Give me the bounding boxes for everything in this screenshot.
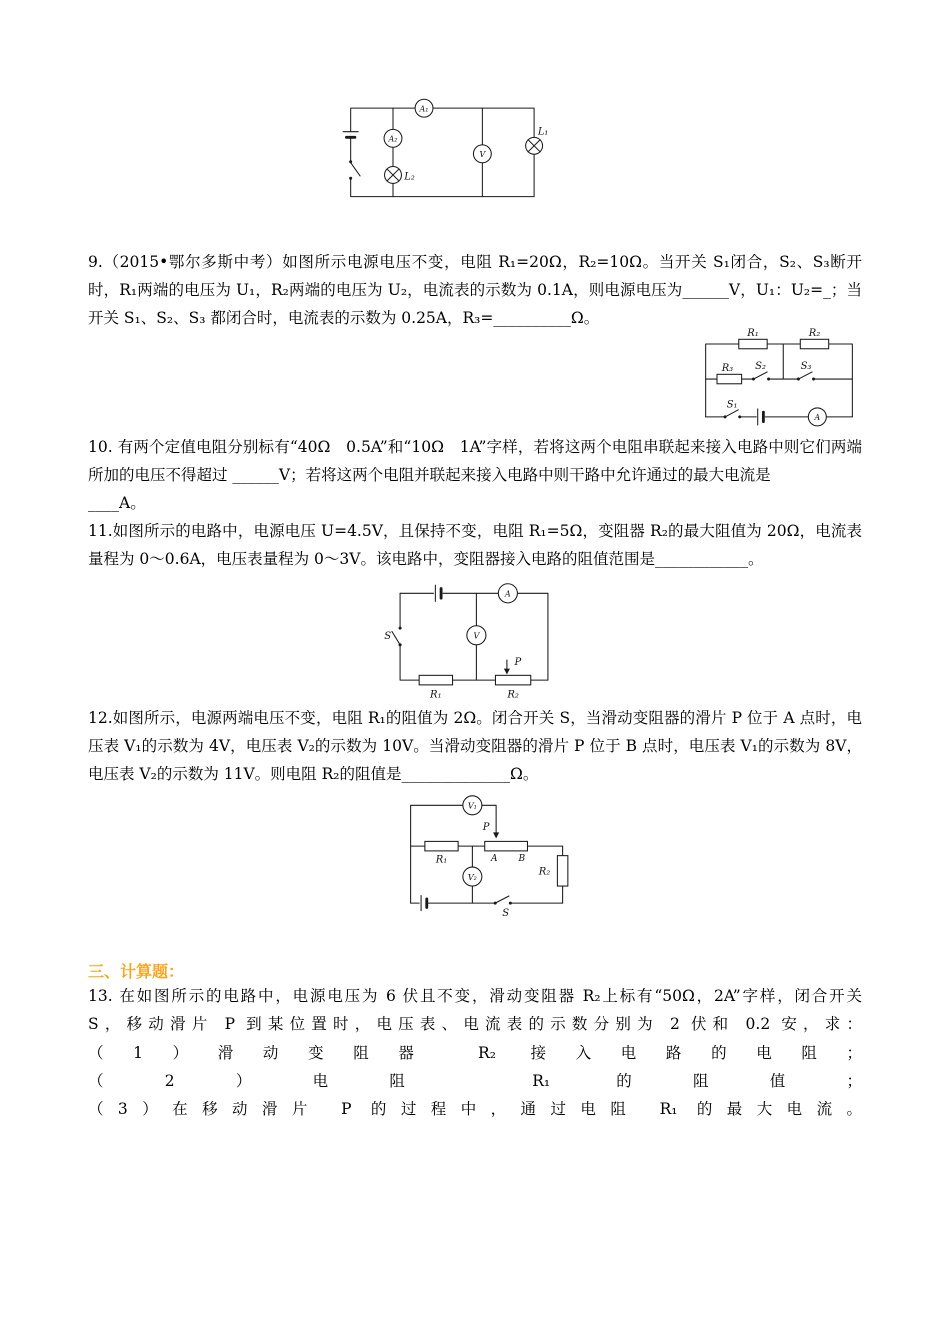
circuit-diagram-q11 (381, 578, 567, 704)
circuit-figure-lamps (341, 95, 862, 206)
ammeter-icon (498, 583, 517, 602)
label-r2: R₂ (507, 689, 519, 701)
circuit-diagram-q12 (401, 792, 577, 925)
lamp-l1-icon (526, 137, 543, 154)
rheostat-r2 (495, 660, 530, 685)
circuit-figure-q9 (88, 327, 862, 433)
rheostat (485, 842, 528, 852)
ammeter-icon (808, 408, 826, 426)
label-s2: S₂ (755, 360, 766, 372)
question-10-answer-line: ____A。 (88, 494, 146, 513)
label-r3: R₃ (721, 362, 734, 374)
section-heading-calculation: 三、计算题： (88, 962, 185, 982)
label-s: S (502, 908, 510, 920)
ammeter-a2-icon (384, 129, 402, 147)
label-v1: V₁ (467, 801, 477, 811)
lamp-l2-icon (385, 166, 402, 183)
question-13-line2: S，移动滑片 P 到某位置时，电压表、电流表的示数分别为 2 伏和 0.2 安，求： (88, 1015, 862, 1034)
circuit-wires (411, 806, 563, 904)
switch-icon (392, 626, 402, 646)
voltmeter-icon (473, 145, 491, 163)
label-r1: R₁ (747, 327, 759, 339)
label-p: P (514, 656, 522, 668)
label-a1: A₁ (419, 104, 429, 114)
question-13-item1: （1）滑动变阻器 R₂ 接入电路的电阻； (88, 1043, 862, 1062)
battery-icon (421, 896, 427, 911)
battery-icon (758, 408, 764, 424)
label-a: A (814, 412, 821, 422)
label-v2: V₂ (467, 873, 477, 883)
resistor-r1 (739, 339, 767, 348)
label-p: P (482, 822, 490, 834)
label-l2: L₂ (404, 171, 415, 183)
question-11-text: 11.如图所示的电路中，电源电压 U=4.5V，且保持不变，电阻 R₁=5Ω，变阻器 R₂的最大阻值为 20Ω，电流表量程为 0～0.6A，电压表量程为 0～3V。该电路中，变阻器接入电路的阻值范围是____________。 (88, 522, 862, 569)
resistor-r2 (557, 856, 567, 886)
question-13-line1: 13. 在如图所示的电路中，电源电压为 6 伏且不变，滑动变阻器 R₂上标有“50Ω，2A”字样，闭合开关 (88, 987, 862, 1006)
voltmeter-v1-icon (463, 796, 482, 815)
battery-icon (343, 132, 358, 138)
question-13-item3: （3）在移动滑片 P 的过程中，通过电阻 R₁ 的最大电流。 (88, 1100, 862, 1119)
switch-icon (349, 160, 360, 179)
circuit-wires (351, 108, 534, 196)
label-a-end: A (490, 854, 498, 865)
question-9-text: 9.（2015•鄂尔多斯中考）如图所示电源电压不变，电阻 R₁=20Ω，R₂=10Ω。当开关 S₁闭合，S₂、S₃断开时，R₁两端的电压为 U₁，R₂两端的电压为 U₂，电流表的示数为 0.1A，则电源电压为______V，U₁：U₂=_；当开关 S₁、S₂、S₃ 都闭合时，电流表的示数为 0.25A，R₃=__________Ω。 (88, 253, 862, 328)
question-13-item2: （2）电阻 R₁ 的阻值； (88, 1071, 862, 1090)
switch-s2-icon (752, 372, 770, 381)
question-10-text: 10. 有两个定值电阻分别标有“40Ω 0.5A”和“10Ω 1A”字样，若将这两个电阻串联起来接入电路中则它们两端所加的电压不得超过 ______V；若将这两个电阻并联起来接入电路中则干路中允许通过的最大电流是 (88, 437, 862, 484)
circuit-diagram-lamps (341, 95, 556, 206)
switch-icon (494, 896, 512, 905)
resistor-r1 (419, 675, 452, 685)
battery-icon (435, 585, 441, 601)
resistor-r2 (800, 339, 828, 348)
switch-s3-icon (797, 372, 815, 381)
label-a: A (504, 588, 511, 599)
slider-arrow (493, 833, 499, 839)
label-r1: R₁ (430, 689, 442, 701)
voltmeter-icon (467, 625, 486, 644)
ammeter-a1-icon (415, 99, 433, 117)
label-s1: S₁ (726, 399, 738, 411)
resistor-r3 (717, 374, 742, 383)
switch-s1-icon (724, 409, 742, 418)
label-r2: R₂ (808, 327, 821, 339)
circuit-diagram-q9 (696, 327, 862, 433)
label-b-end: B (518, 854, 526, 865)
voltmeter-v2-icon (463, 867, 482, 886)
label-v: V (473, 630, 480, 641)
label-a2: A₂ (388, 134, 398, 144)
question-12-text: 12.如图所示，电源两端电压不变，电阻 R₁的阻值为 2Ω。闭合开关 S，当滑动变阻器的滑片 P 位于 A 点时，电压表 V₁的示数为 4V，电压表 V₂的示数为 10V。当滑动变阻器的滑片 P 位于 B 点时，电压表 V₁的示数为 8V，电压表 V₂的示数为 11V。则电阻 R₂的阻值是______________Ω。 (88, 708, 862, 784)
label-r1: R₁ (435, 854, 448, 866)
label-s3: S₃ (800, 360, 812, 372)
label-l1: L₁ (537, 126, 549, 138)
label-s: S (384, 630, 392, 642)
circuit-figure-q12 (401, 792, 862, 925)
label-v: V (479, 149, 486, 159)
resistor-r1 (425, 842, 458, 852)
circuit-figure-q11 (381, 578, 862, 704)
label-r2: R₂ (538, 866, 551, 878)
